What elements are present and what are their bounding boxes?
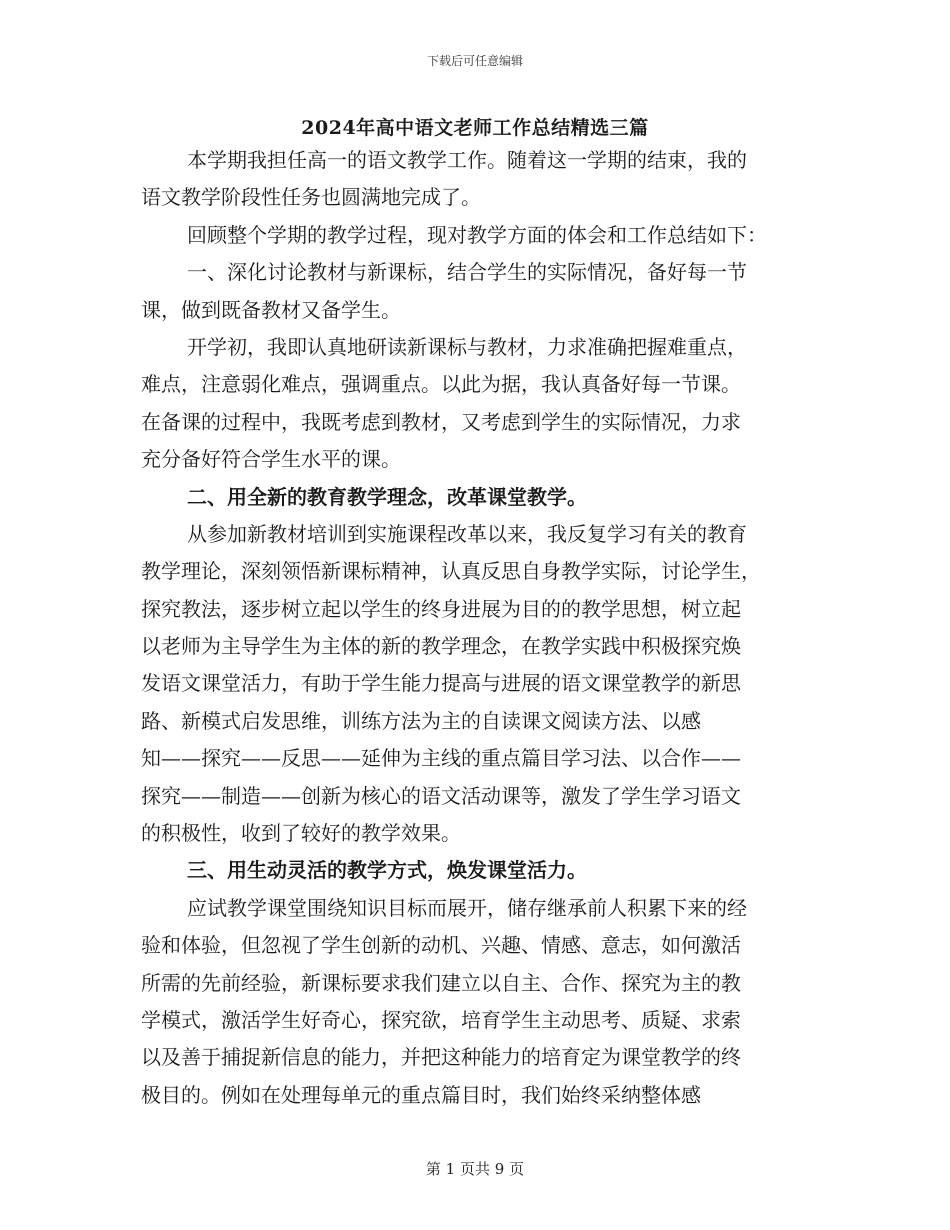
paragraph-line: 发语文课堂活力，有助于学生能力提高与进展的语文课堂教学的新思	[141, 671, 741, 696]
paragraph-line: 探究——制造——创新为核心的语文活动课等，激发了学生学习语文	[141, 783, 741, 808]
paragraph-line: 以及善于捕捉新信息的能力，并把这种能力的培育定为课堂教学的终	[141, 1045, 741, 1070]
paragraph-line: 所需的先前经验，新课标要求我们建立以自主、合作、探究为主的教	[141, 970, 741, 995]
paragraph-line: 课，做到既备教材又备学生。	[141, 297, 401, 322]
document-title: 2024年高中语文老师工作总结精选三篇	[301, 117, 649, 139]
paragraph-line: 一、深化讨论教材与新课标，结合学生的实际情况，备好每一节	[187, 260, 747, 285]
paragraph-line: 开学初，我即认真地研读新课标与教材，力求准确把握难重点，	[187, 334, 747, 359]
paragraph-line: 从参加新教材培训到实施课程改革以来，我反复学习有关的教育	[187, 521, 747, 546]
paragraph-line: 的积极性，收到了较好的教学效果。	[141, 821, 461, 846]
paragraph-line: 应试教学课堂围绕知识目标而展开，储存继承前人积累下来的经	[187, 895, 747, 920]
document-body	[141, 142, 801, 1114]
paragraph-line: 教学理论，深刻领悟新课标精神，认真反思自身教学实际，讨论学生，	[141, 559, 761, 584]
paragraph-line: 本学期我担任高一的语文教学工作。随着这一学期的结束，我的	[187, 148, 747, 172]
paragraph-line: 语文教学阶段性任务也圆满地完成了。	[141, 185, 481, 210]
page-footer: 第 1 页共 9 页	[425, 1160, 525, 1178]
paragraph-line: 回顾整个学期的教学过程，现对教学方面的体会和工作总结如下：	[187, 222, 767, 247]
section-heading: 二、用全新的教育教学理念，改革课堂教学。	[187, 484, 587, 509]
paragraph-line: 验和体验，但忽视了学生创新的动机、兴趣、情感、意志，如何激活	[141, 933, 741, 958]
section-heading: 三、用生动灵活的教学方式，焕发课堂活力。	[187, 858, 587, 883]
paragraph-line: 路、新模式启发思维，训练方法为主的自读课文阅读方法、以感	[141, 708, 701, 733]
paragraph-line: 难点，注意弱化难点，强调重点。以此为据，我认真备好每一节课。	[141, 372, 741, 397]
paragraph-line: 极目的。例如在处理每单元的重点篇目时，我们始终采纳整体感	[141, 1082, 701, 1107]
paragraph-line: 充分备好符合学生水平的课。	[141, 447, 401, 472]
paragraph-line: 探究教法，逐步树立起以学生的终身进展为目的的教学思想，树立起	[141, 596, 741, 621]
paragraph-line: 知——探究——反思——延伸为主线的重点篇目学习法、以合作——	[141, 746, 741, 771]
page-header-note: 下载后可任意编辑	[426, 54, 523, 68]
paragraph-line: 在备课的过程中，我既考虑到教材，又考虑到学生的实际情况，力求	[141, 409, 741, 434]
paragraph-line: 以老师为主导学生为主体的新的教学理念，在教学实践中积极探究焕	[141, 634, 741, 659]
paragraph-line: 学模式，激活学生好奇心，探究欲，培育学生主动思考、质疑、求索	[141, 1007, 741, 1032]
